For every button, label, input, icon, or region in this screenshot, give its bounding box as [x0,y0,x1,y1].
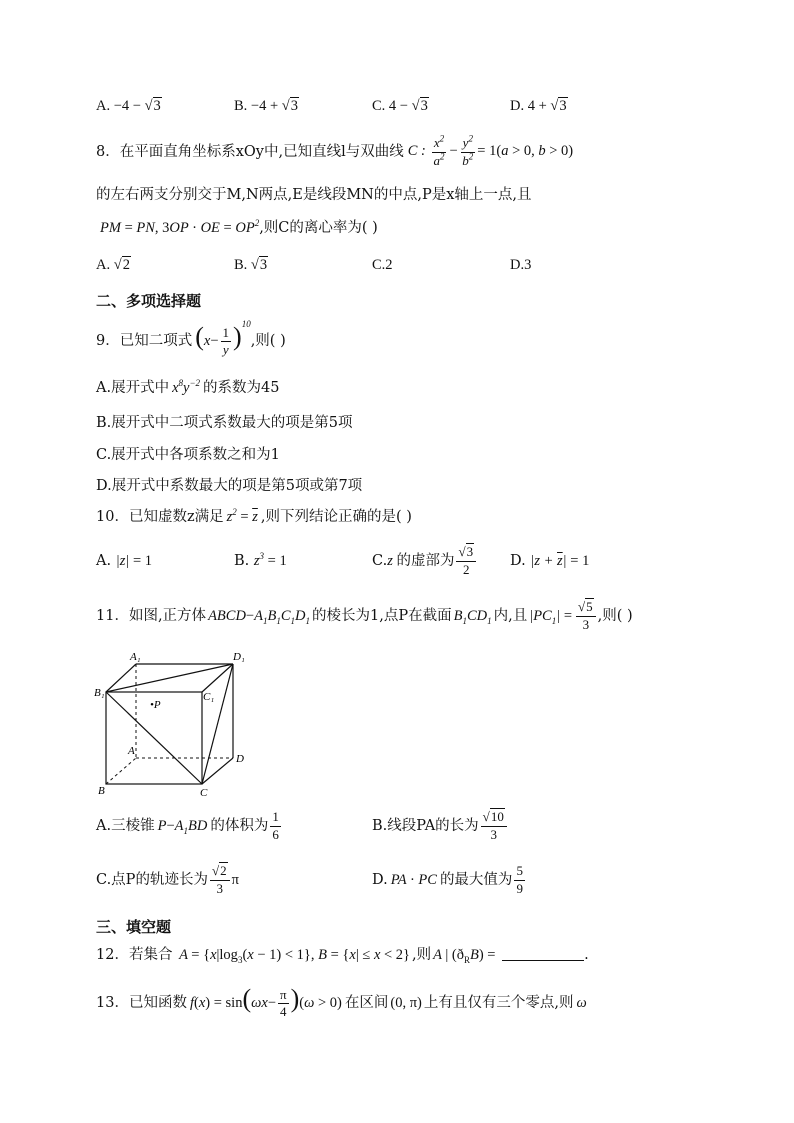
q9-option-b: B.展开式中二项式系数最大的项是第5项 [96,415,353,431]
label-c1: C₁ [203,691,215,703]
q8-line3-text: ,则C的离心率为( ) [259,220,378,236]
q8-option-b: B. √3 [234,257,268,273]
q11-stem: 11． 如图,正方体 $ABCD-A_1B_1C_1D_1$ 的棱长为1,点P在截面 $B_1CD_1$ 内,且 $|PC_1|$ = $\frac{√5}{3}$ ,则( ) [96,599,633,632]
q11-option-a: A.三棱锥 $P-A_1BD$ 的体积为 $\frac{1}{6}$ [96,809,279,842]
q11-option-d: D. PA · PC 的最大值为 $\frac{5}{9}$ [372,863,523,896]
edge-c1-d1 [202,664,233,692]
section-3-title: 三、填空题 [96,918,172,936]
label-d: D [236,753,244,765]
q13-stem: 13． 已知函数 f(x) = sin(ωx− $\frac{\pi}{4}$ )(ω > 0) 在区间 (0, π) 上有且仅有三个零点,则 ω [96,984,587,1020]
q9-option-a: A.展开式中 $x^8y^{-2}$ 的系数为45 [96,378,280,396]
hidden-edge-b-a [106,758,136,784]
q9-option-d: D.展开式中系数最大的项是第5项或第7项 [96,478,363,494]
edge-b1-d1 [106,664,233,692]
label-c: C [200,787,208,798]
q11-option-c: C.点P的轨迹长为 $\frac{√2}{3}$ π [96,863,239,896]
q8-line2: 的左右两支分别交于M,N两点,E是线段MN的中点,P是x轴上一点,且 [96,187,532,203]
q10-stem: 10．已知虚数z满足 $z^2 = \overline{z}$ ,则下列结论正确的是( ) [96,507,412,525]
q10-option-a: A. |z| = 1 [96,552,153,569]
q9-option-c: C.展开式中各项系数之和为1 [96,447,280,463]
q9-number: 9． [96,332,120,349]
label-b: B [98,785,105,797]
label-d1: D₁ [233,651,245,663]
q9-stem [96,320,286,362]
q8-number: 8． [96,143,120,160]
q7-option-c: C. 4 − √3 [372,98,428,114]
q11-option-b: B.线段PA的长为 $\frac{√10}{3}$ [372,806,509,846]
q7-option-d: D. 4 + √3 [510,98,567,114]
q7-option-a: A. −4 − √3 [96,98,161,114]
q12-answer-blank[interactable] [502,960,584,961]
edge-c-d [202,758,233,784]
q8-option-a: A. √2 [96,257,130,273]
q8-condition-formula: PM = PN, 3OP · OE = $OP^2$ [100,218,260,236]
label-a1: A₁ [130,651,141,663]
q8-hyperbola-formula: C : $\frac{x^2}{a^2}$ − $\frac{y^2}{b^2}$ = 1(a > 0, b > 0) [407,133,574,168]
label-a: A [128,745,135,757]
label-b1: B₁ [94,687,105,699]
label-p: •P [150,699,161,711]
cube-figure [90,648,260,798]
q8-option-d: D.3 [510,257,532,273]
q8-option-c: C.2 [372,257,393,273]
q8-line1-text: 在平面直角坐标系xOy中,已知直线l与双曲线 [119,143,404,160]
q9-binomial-formula: (x− $\frac{1}{y}$ )$^{10}$ [195,319,251,358]
q8-line1 [96,135,573,169]
q12-stem: 12．若集合 $A = \{x|\log_3(x - 1) < 1\}$, B = {x| ≤ x < 2} ,则 A | $(ð_RB)$ = . [96,947,589,965]
q10-option-d: D. $|z + \overline{z}| = 1$ [510,552,590,569]
q8-line3 [100,218,378,236]
q10-options [96,541,589,581]
q10-option-b: B. $z^3 = 1$ [234,550,287,569]
q9-suffix: ,则( ) [250,332,286,349]
section-2-title: 二、多项选择题 [96,292,202,310]
q10-option-c: C.z 的虚部为 $\frac{√3}{2}$ [372,545,510,577]
q7-option-b: B. −4 + √3 [234,98,298,114]
edge-b1-a1 [106,664,136,692]
q9-prefix: 已知二项式 [119,332,193,349]
edge-c-d1 [202,664,233,784]
